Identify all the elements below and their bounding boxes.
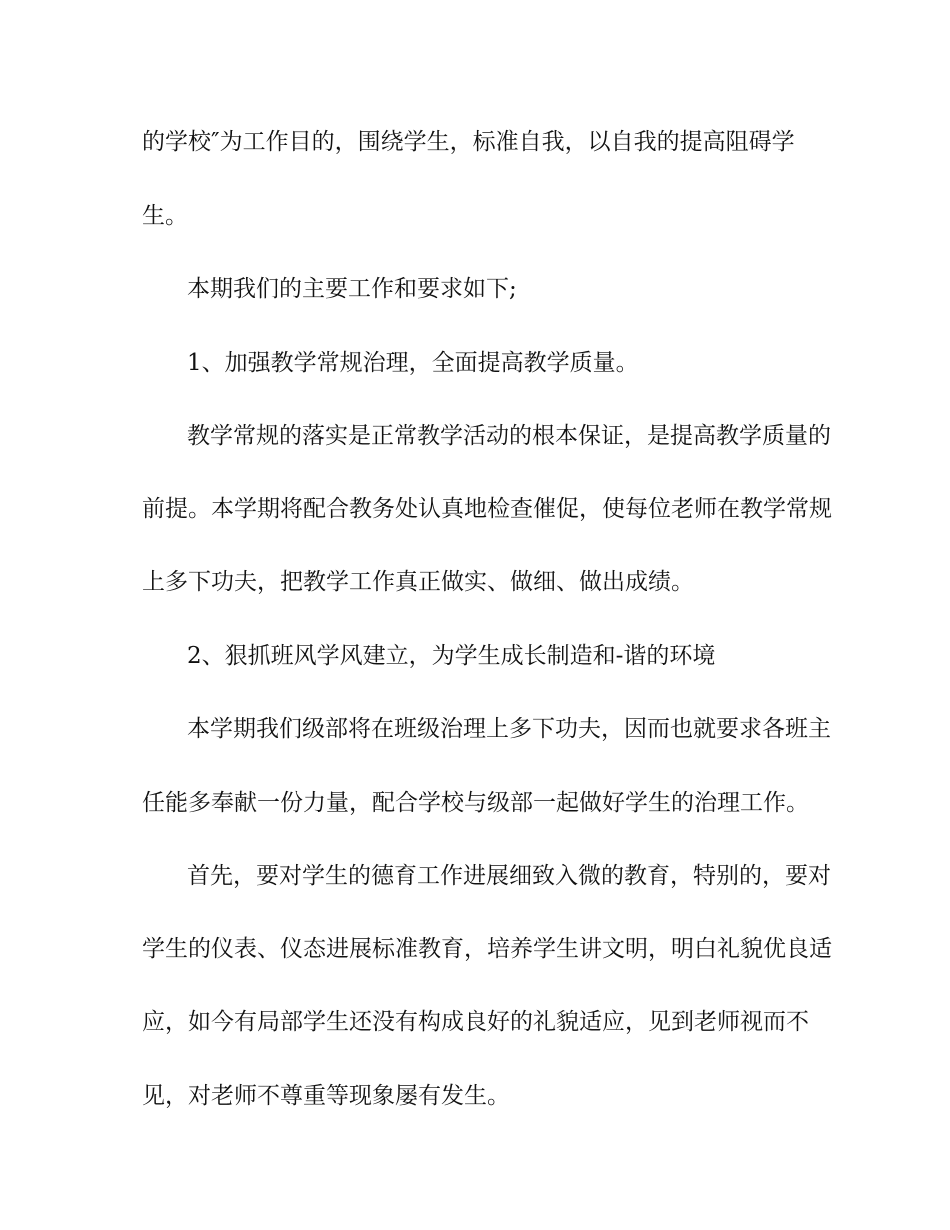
text-line: 学生的仪表、仪态进展标准教育，培养学生讲文明，明白礼貌优良适 bbox=[142, 936, 832, 962]
text-line: 1、加强教学常规治理，全面提高教学质量。 bbox=[187, 350, 639, 376]
text-line: 见，对老师不尊重等现象屡有发生。 bbox=[142, 1083, 510, 1109]
text-line: 2、狠抓班风学风建立，为学生成长制造和-谐的环境 bbox=[187, 643, 716, 669]
text-line: 首先，要对学生的德育工作进展细致入微的教育，特别的，要对 bbox=[187, 863, 831, 889]
text-line: 本期我们的主要工作和要求如下; bbox=[187, 276, 517, 302]
text-line: 教学常规的落实是正常教学活动的根本保证，是提高教学质量的 bbox=[187, 423, 831, 449]
text-line: 上多下功夫，把教学工作真正做实、做细、做出成绩。 bbox=[142, 569, 694, 595]
text-line: 前提。本学期将配合教务处认真地检查催促，使每位老师在教学常规 bbox=[142, 496, 832, 522]
text-line: 本学期我们级部将在班级治理上多下功夫，因而也就要求各班主 bbox=[187, 716, 831, 742]
text-line: 的学校″为工作目的，围绕学生，标准自我，以自我的提高阻碍学 bbox=[142, 129, 795, 155]
text-line: 任能多奉献一份力量，配合学校与级部一起做好学生的治理工作。 bbox=[142, 790, 809, 816]
text-line: 应，如今有局部学生还没有构成良好的礼貌适应，见到老师视而不 bbox=[142, 1009, 809, 1035]
text-line: 生。 bbox=[142, 203, 188, 229]
